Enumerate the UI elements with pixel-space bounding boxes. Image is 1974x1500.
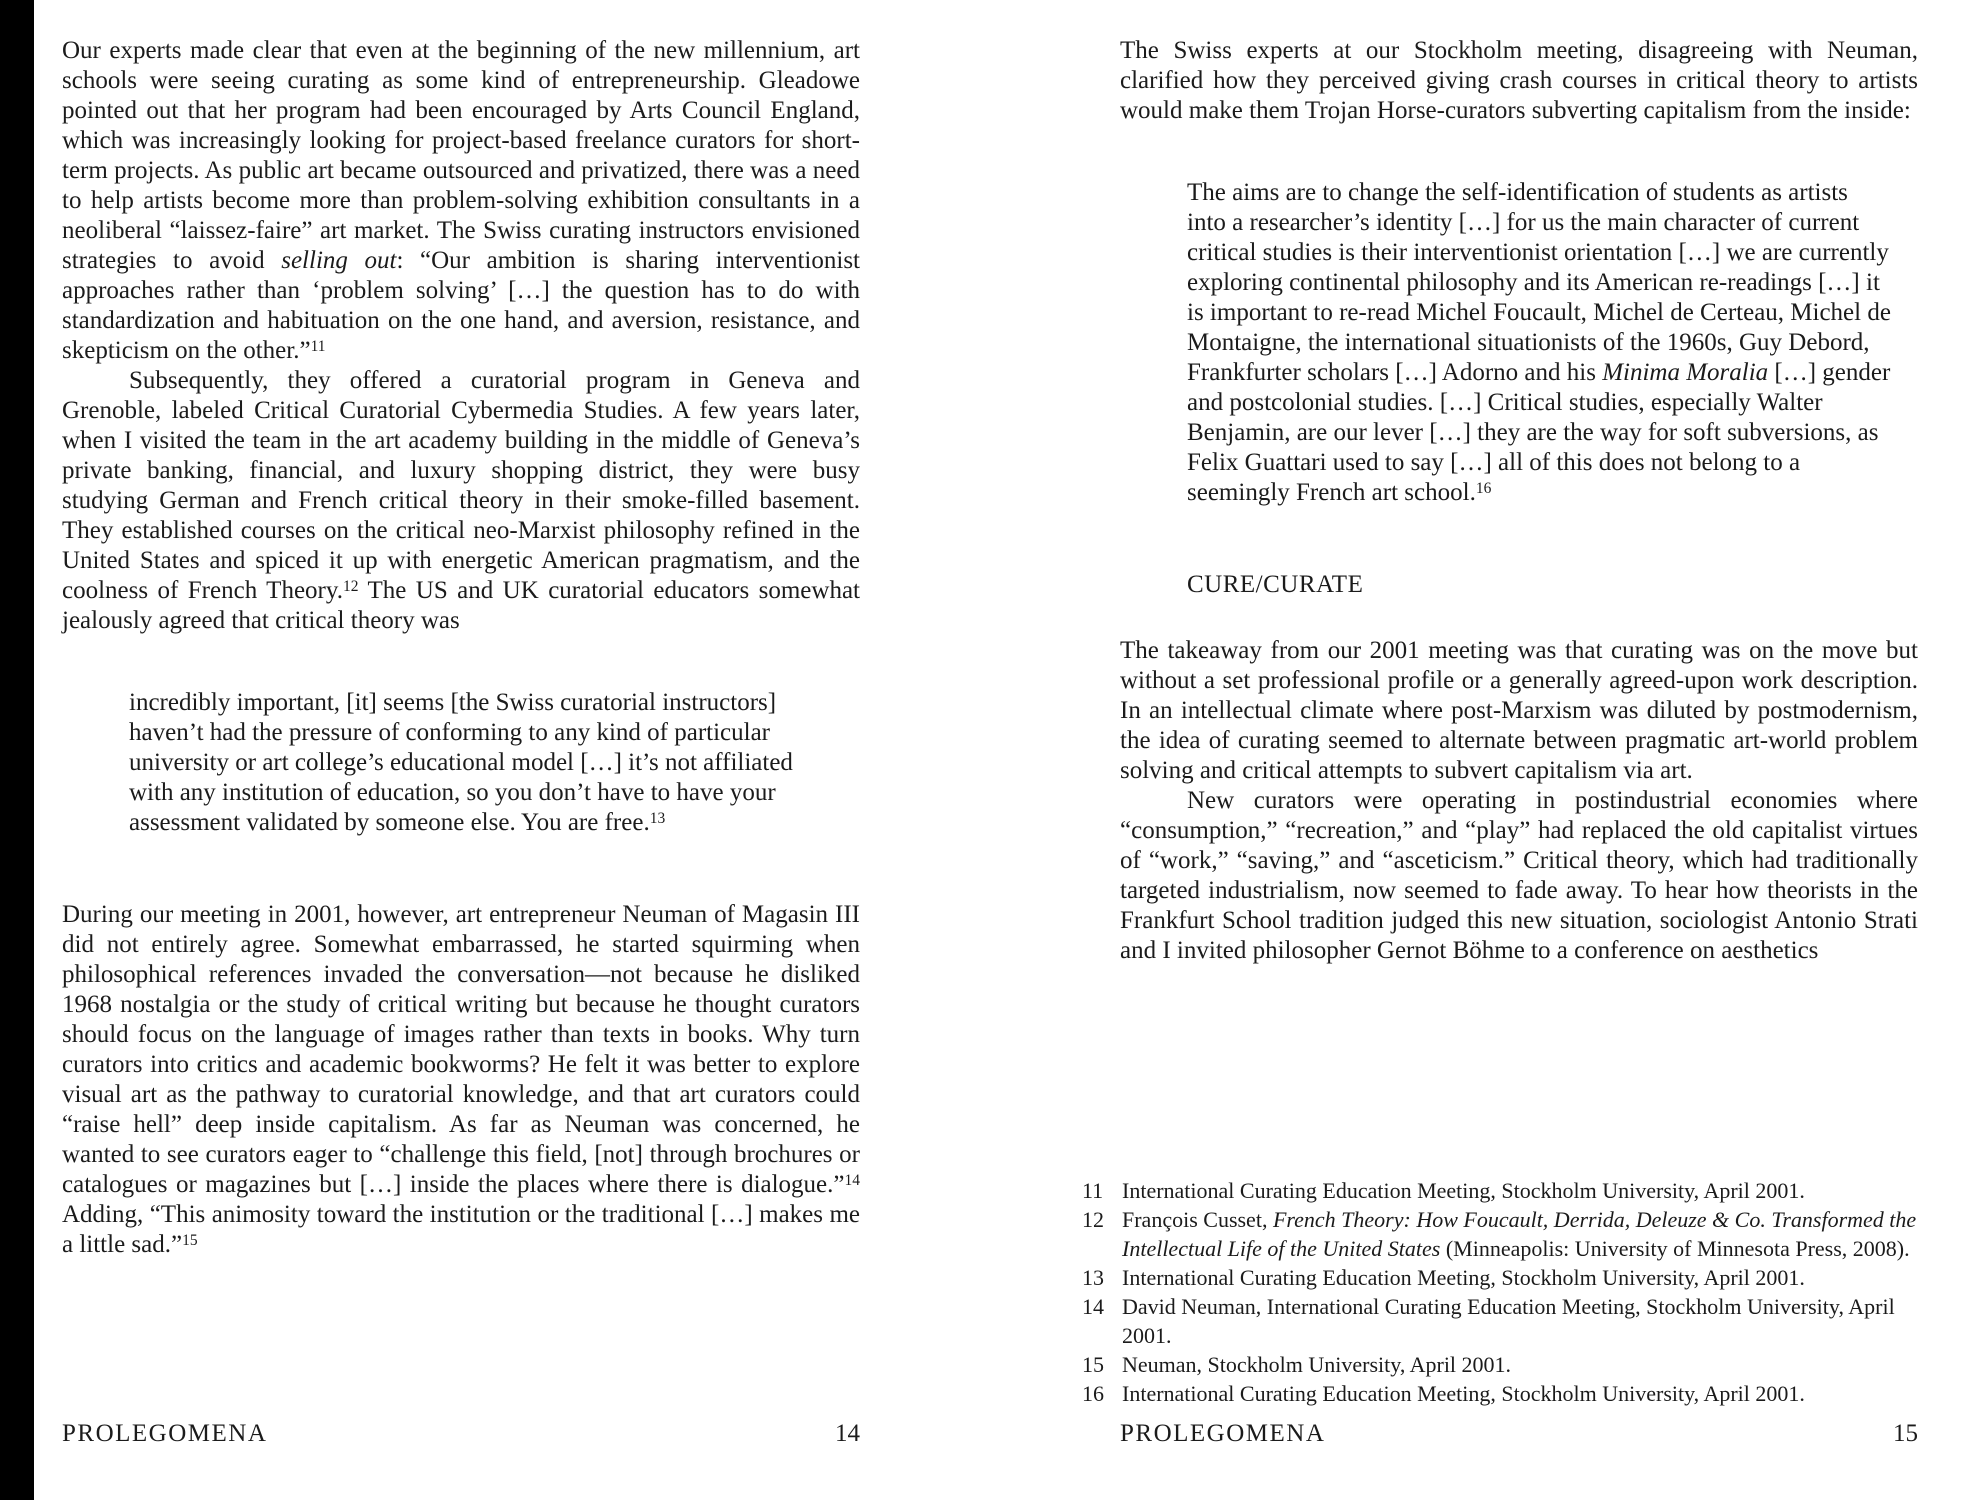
footnote-text: International Curating Education Meeting, Stockholm University, April 2001. [1122, 1265, 1805, 1290]
footnote-number: 13 [1082, 1265, 1104, 1290]
footnote-item [1082, 1263, 1924, 1292]
page-left-footer [62, 1420, 860, 1448]
running-title: PROLEGOMENA [62, 1420, 268, 1447]
footnote-number: 15 [1082, 1352, 1104, 1377]
running-title: PROLEGOMENA [1120, 1420, 1326, 1447]
footnotes-list [1082, 1176, 1924, 1408]
footnote-reference: 16 [1475, 480, 1492, 498]
page-number: 14 [835, 1420, 860, 1447]
footnote-text: International Curating Education Meeting, Stockholm University, April 2001. [1122, 1381, 1805, 1406]
footnote-number: 11 [1082, 1178, 1104, 1203]
paragraph: Subsequently, they offered a curatorial program in Geneva and Grenoble, labeled Critical Curatorial Cybermedia Studies. A few years later, when I visited the team in the art academy building in the middle of Geneva’s private banking, financial, and luxury shopping district, they were busy studying German and French critical theory in their smoke-filled basement. They established courses on the critical neo-Marxist philosophy refined in the United States and spiced it up with energetic American pragmatism, and the coolness of French Theory.$^{12}$ The US and UK curatorial educators somewhat jealously agreed that critical theory was [62, 367, 860, 634]
footnote-reference: 14 [844, 1172, 860, 1190]
footnote-text: International Curating Education Meeting, Stockholm University, April 2001. [1122, 1178, 1805, 1203]
block-quote: The aims are to change the self-identification of students as artists into a researcher’s identity […] for us the main character of current critical studies is their interventionist orientation […] we are currently exploring continental philosophy and its American re-readings […] it is important to re-read Michel Foucault, Michel de Certeau, Michel de Montaigne, the international situationists of the 1960s, Guy Debord, Frankfurter scholars […] Adorno and his Minima Moralia […] gender and postcolonial studies. […] Critical studies, especially Walter Benjamin, are our lever […] they are the way for soft subversions, as Felix Guattari used to say […] all of this does not belong to a seemingly French art school.$^{16}$ [1187, 179, 1891, 506]
paragraph: The takeaway from our 2001 meeting was that curating was on the move but without a set professional profile or a generally agreed-upon work description. In an intellectual climate where post-Marxism was diluted by postmodernism, the idea of curating seemed to alternate between pragmatic art-world problem solving and critical attempts to subvert capitalism via art. [1120, 637, 1918, 784]
footnote-reference: 12 [343, 578, 359, 596]
footnote-item [1082, 1292, 1924, 1350]
paragraph: New curators were operating in postindustrial economies where “consumption,” “recreation,” and “play” had replaced the old capitalist virtues of “work,” “saving,” and “asceticism.” Critical theory, which had traditionally targeted industrialism, now seemed to fade away. To hear how theorists in the Frankfurt School tradition judged this new situation, sociologist Antonio Strati and I invited philosopher Gernot Böhme to a conference on aesthetics [1120, 787, 1918, 964]
footnote-item [1082, 1176, 1924, 1205]
footnote-item [1082, 1350, 1924, 1379]
section-heading: CURE/CURATE [1187, 571, 1364, 598]
paragraph: The Swiss experts at our Stockholm meeting, disagreeing with Neuman, clarified how they perceived giving crash courses in critical theory to artists would make them Trojan Horse-curators subverting capitalism from the inside: [1120, 37, 1918, 124]
page-number: 15 [1893, 1420, 1918, 1447]
footnote-item [1082, 1205, 1924, 1263]
block-quote: incredibly important, [it] seems [the Swiss curatorial instructors] haven’t had the pressure of conforming to any kind of particular university or art college’s educational model […] it’s not affiliated with any institution of education, so you don’t have to have your assessment validated by someone else. You are free.$^{13}$ [129, 689, 793, 836]
paragraph: Our experts made clear that even at the beginning of the new millennium, art schools were seeing curating as some kind of entrepreneurship. Gleadowe pointed out that her program had been encouraged by Arts Council England, which was increasingly looking for project-based freelance curators for short-term projects. As public art became outsourced and privatized, there was a need to help artists become more than problem-solving exhibition consultants in a neoliberal “laissez-faire” art market. The Swiss curating instructors envisioned strategies to avoid selling out: “Our ambition is sharing interventionist approaches rather than ‘problem solving’ […] the question has to do with standardization and habituation on the one hand, and aversion, resistance, and skepticism on the other.”$^{11}$ [62, 37, 860, 364]
footnote-number: 16 [1082, 1381, 1104, 1406]
footnote-text: David Neuman, International Curating Education Meeting, Stockholm University, April 2001. [1122, 1294, 1895, 1348]
footnote-text: François Cusset, French Theory: How Foucault, Derrida, Deleuze & Co. Transformed the Intellectual Life of the United States (Minneapolis: University of Minnesota Press, 2008). [1122, 1207, 1917, 1261]
footnote-text: Neuman, Stockholm University, April 2001. [1122, 1352, 1512, 1377]
footnote-number: 12 [1082, 1207, 1104, 1232]
page-right-footer [1120, 1420, 1918, 1448]
footnote-reference: 15 [182, 1232, 198, 1250]
footnote-reference: 11 [310, 338, 326, 356]
footnote-item [1082, 1379, 1924, 1408]
book-spine-edge [0, 0, 34, 1500]
footnote-number: 14 [1082, 1294, 1104, 1319]
paragraph: During our meeting in 2001, however, art entrepreneur Neuman of Magasin III did not entirely agree. Somewhat embarrassed, he started squirming when philosophical references invaded the conversation—not because he disliked 1968 nostalgia or the study of critical writing but because he thought curators should focus on the language of images rather than texts in books. Why turn curators into critics and academic bookworms? He felt it was better to explore visual art as the pathway to curatorial knowledge, and that art curators could “raise hell” deep inside capitalism. As far as Neuman was concerned, he wanted to see curators eager to “challenge this field, [not] through brochures or catalogues or magazines but […] inside the places where there is dialogue.”$^{14}$ Adding, “This animosity toward the institution or the traditional […] makes me a little sad.”$^{15}$ [62, 901, 860, 1258]
footnote-reference: 13 [649, 810, 666, 828]
page-right-text-column [1120, 36, 1918, 966]
page-left-text-column [62, 36, 860, 1260]
